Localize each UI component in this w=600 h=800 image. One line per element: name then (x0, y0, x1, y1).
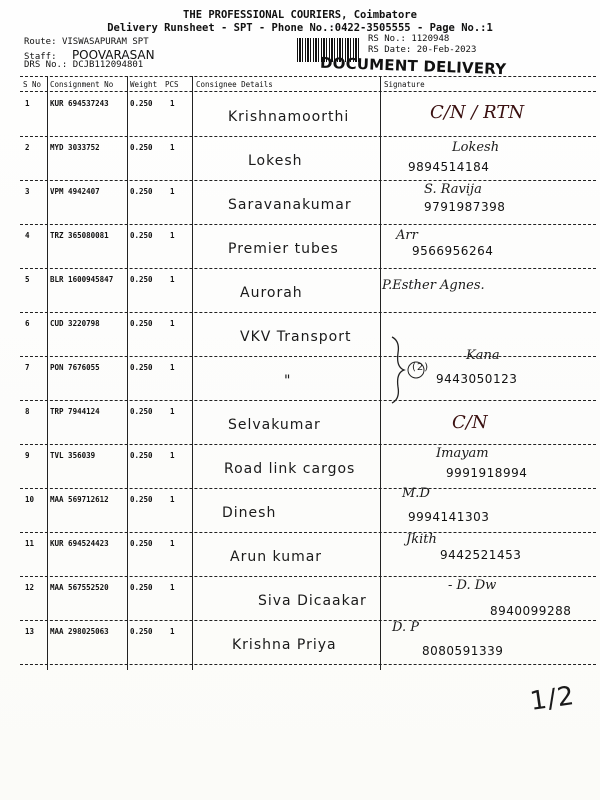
table-row-consignment: CUD 3220798 (50, 319, 100, 328)
table-row-weight: 0.250 (130, 319, 153, 328)
route-value: VISWASAPURAM SPT (61, 37, 149, 47)
route-line (24, 37, 149, 47)
page-fraction-mark: 1/2 (528, 681, 577, 717)
table-row-consignee: Saravanakumar (228, 197, 352, 213)
rs-date: RS Date: 20-Feb-2023 (368, 45, 477, 55)
table-row-pcs: 1 (170, 407, 175, 416)
table-row-signature: Kana (466, 348, 500, 363)
table-row-phone: 9991918994 (446, 466, 528, 480)
document-delivery-stamp: DOCUMENT DELIVERY (319, 53, 507, 79)
table-row-consignment: MAA 567552520 (50, 583, 109, 592)
table-row-signature: Lokesh (452, 140, 500, 155)
table-row-signature: D. P (392, 620, 419, 635)
table-row-sno: 10 (25, 495, 35, 504)
table-row-signature: C/N / RTN (430, 102, 525, 123)
row-divider (20, 664, 596, 665)
table-row-signature: C/N (452, 412, 488, 433)
table-row-consignee: Arun kumar (230, 549, 323, 565)
table-row-pcs: 1 (170, 363, 175, 372)
table-top-rule (20, 76, 596, 77)
table-row-weight: 0.250 (130, 583, 153, 592)
table-row-weight: 0.250 (130, 99, 153, 108)
table-row-weight: 0.250 (130, 451, 153, 460)
row-divider (20, 356, 596, 357)
table-row-phone: 8940099288 (490, 604, 572, 618)
table-row-consignment: KUR 694537243 (50, 99, 109, 108)
col-header-consignment: Consignment No (50, 80, 114, 89)
table-row-weight: 0.250 (130, 231, 153, 240)
table-row-signature: Arr (396, 228, 418, 243)
table-row-weight: 0.250 (130, 407, 153, 416)
row-divider (20, 488, 596, 489)
staff-label: Staff: (24, 52, 57, 62)
table-row-pcs: 1 (170, 275, 175, 284)
table-row-phone: 9894514184 (408, 160, 490, 174)
table-row-weight: 0.250 (130, 187, 153, 196)
column-divider (127, 76, 128, 670)
table-row-sno: 12 (25, 583, 35, 592)
table-row-signature: Jkith (406, 532, 437, 547)
table-row-consignee: Dinesh (222, 505, 277, 521)
table-row-sno: 9 (25, 451, 30, 460)
table-row-consignee: Aurorah (240, 285, 303, 301)
table-row-sno: 7 (25, 363, 30, 372)
table-row-sno: 11 (25, 539, 35, 548)
table-row-pcs: 1 (170, 99, 175, 108)
table-row-pcs: 1 (170, 583, 175, 592)
document-subtitle: Delivery Runsheet - SPT - Phone No.:0422-3505555 - Page No.:1 (107, 22, 493, 34)
table-row-consignment: MYD 3033752 (50, 143, 100, 152)
col-header-sno: S No (23, 80, 42, 89)
drs-value: DCJB112094801 (72, 60, 144, 70)
table-row-pcs: 1 (170, 627, 175, 636)
group-count-note: (2) (412, 362, 430, 373)
table-row-consignee: Selvakumar (228, 417, 321, 433)
col-header-consignee: Consignee Details (196, 80, 273, 89)
drs-label: DRS No.: (24, 60, 68, 70)
table-row-pcs: 1 (170, 143, 175, 152)
table-row-pcs: 1 (170, 231, 175, 240)
table-row-signature: M.D (402, 486, 430, 501)
table-row-consignment: MAA 569712612 (50, 495, 109, 504)
table-row-signature: S. Ravija (424, 182, 482, 197)
table-row-pcs: 1 (170, 319, 175, 328)
table-row-phone: 9443050123 (436, 372, 518, 386)
row-divider (20, 532, 596, 533)
table-row-weight: 0.250 (130, 143, 153, 152)
table-row-phone: 8080591339 (422, 644, 504, 658)
table-row-consignment: TVL 356039 (50, 451, 96, 460)
table-header-rule (20, 91, 596, 92)
rs-number: RS No.: 1120948 (368, 34, 450, 44)
column-divider (380, 76, 381, 670)
col-header-pcs: PCS (165, 80, 179, 89)
row-divider (20, 224, 596, 225)
table-row-consignee: Road link cargos (224, 461, 356, 477)
table-row-phone: 9791987398 (424, 200, 506, 214)
row-divider (20, 268, 596, 269)
table-row-consignee: Premier tubes (228, 241, 339, 257)
column-divider (192, 76, 193, 670)
table-row-sno: 6 (25, 319, 30, 328)
table-row-sno: 1 (25, 99, 30, 108)
table-row-consignee: Krishna Priya (232, 637, 337, 653)
table-row-phone: 9442521453 (440, 548, 522, 562)
staff-value: POOVARASAN (71, 48, 155, 62)
row-divider (20, 576, 596, 577)
route-label: Route: (24, 37, 57, 47)
table-row-sno: 5 (25, 275, 30, 284)
table-row-consignment: VPM 4942407 (50, 187, 100, 196)
table-row-consignee: VKV Transport (240, 329, 352, 345)
table-row-consignee: " (284, 373, 292, 389)
table-row-signature: P.Esther Agnes. (382, 278, 485, 293)
table-row-phone: 9566956264 (412, 244, 494, 258)
table-row-sno: 13 (25, 627, 35, 636)
column-divider (47, 76, 48, 670)
table-row-weight: 0.250 (130, 495, 153, 504)
table-row-weight: 0.250 (130, 539, 153, 548)
table-row-consignment: KUR 694524423 (50, 539, 109, 548)
col-header-signature: Signature (384, 80, 425, 89)
table-row-sno: 4 (25, 231, 30, 240)
document-title: THE PROFESSIONAL COURIERS, Coimbatore (183, 9, 417, 21)
table-row-consignee: Lokesh (248, 153, 303, 169)
drs-line (24, 60, 143, 70)
table-row-weight: 0.250 (130, 275, 153, 284)
row-divider (20, 136, 596, 137)
table-row-consignment: TRP 7944124 (50, 407, 100, 416)
row-divider (20, 400, 596, 401)
table-row-sno: 3 (25, 187, 30, 196)
table-row-sno: 2 (25, 143, 30, 152)
row-divider (20, 620, 596, 621)
table-row-consignment: BLR 1600945847 (50, 275, 114, 284)
table-row-pcs: 1 (170, 187, 175, 196)
table-row-phone: 9994141303 (408, 510, 490, 524)
table-row-weight: 0.250 (130, 627, 153, 636)
row-divider (20, 180, 596, 181)
table-row-pcs: 1 (170, 539, 175, 548)
table-row-consignment: TRZ 365080081 (50, 231, 109, 240)
table-row-pcs: 1 (170, 495, 175, 504)
table-row-consignee: Krishnamoorthi (228, 109, 350, 125)
table-row-signature: - D. Dw (448, 578, 497, 593)
table-row-pcs: 1 (170, 451, 175, 460)
col-header-weight: Weight (130, 80, 158, 89)
row-divider (20, 312, 596, 313)
table-row-consignment: MAA 298025063 (50, 627, 109, 636)
table-row-consignee: Siva Dicaakar (258, 593, 367, 609)
row-divider (20, 444, 596, 445)
table-row-signature: Imayam (436, 446, 489, 461)
table-row-sno: 8 (25, 407, 30, 416)
table-row-consignment: PON 7676055 (50, 363, 100, 372)
table-row-weight: 0.250 (130, 363, 153, 372)
